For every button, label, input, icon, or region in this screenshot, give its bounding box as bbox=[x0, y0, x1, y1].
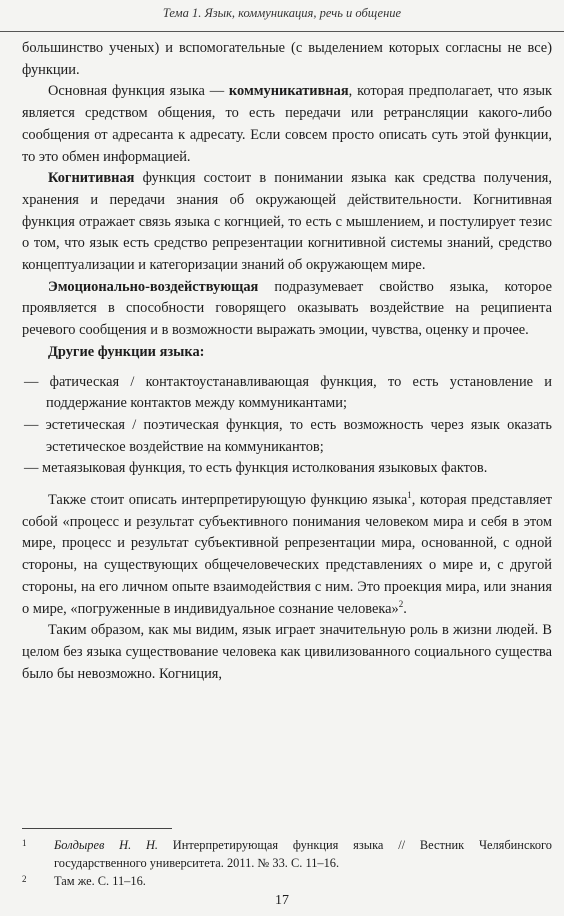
footnotes bbox=[22, 836, 552, 890]
paragraph-3 bbox=[22, 168, 552, 277]
paragraph-2-rest: , которая предполагает, что язык является средством общения, то есть передачи или ретрансляции какого-либо сообщения от адресанта к адресату. Если совсем просто описать суть этой функции, то это обмен информацией. bbox=[22, 83, 553, 165]
paragraph-6: Таким образом, как мы видим, язык играет значительную роль в жизни людей. В целом без языка существование человека как цивилизованного социального существа было бы невозможно. Когниция, bbox=[22, 622, 552, 682]
term-communicative: коммуникативная bbox=[228, 83, 349, 100]
paragraph-5-lead: Также стоит описать интерпретирующую функцию языка bbox=[48, 492, 408, 509]
footnote-1 bbox=[22, 836, 552, 872]
paragraph-4-rest: подразумевает свойство языка, которое проявляется в способности говорящего оказывать воздействие на реципиента речевого сообщения и в возможности выражать эмоции, чувства, оценку и прочее. bbox=[22, 278, 552, 339]
list-item: — эстетическая / поэтическая функция, то есть возможность через язык оказать эстетическое воздействие на коммуникантов; bbox=[24, 416, 552, 455]
main-text bbox=[22, 38, 552, 685]
footnote-author: Болдырев Н. Н. bbox=[54, 838, 158, 852]
footnote-text: Там же. С. 11–16. bbox=[54, 874, 146, 888]
term-cognitive: Когнитивная bbox=[48, 170, 135, 187]
paragraph-3-rest: функция состоит в понимании языка как средства получения, хранения и передачи знания об окружающей действительности. Когнитивная функция отражает связь языка с когнцией, то есть с мышлением, и постулирует тезис о том, что язык есть средство репрезентации когнитивной системы знаний, средство концептуализации и категоризации знаний об окружающем мире. bbox=[22, 170, 552, 274]
footnote-number: 2 bbox=[22, 874, 27, 884]
functions-list bbox=[22, 372, 552, 481]
paragraph-5 bbox=[22, 490, 552, 620]
footnote-ref-1: 1 bbox=[407, 490, 412, 501]
page-number: 17 bbox=[275, 893, 289, 908]
paragraph-2-lead: Основная функция языка — bbox=[48, 83, 229, 100]
paragraph-2 bbox=[22, 81, 552, 168]
paragraph-1: большинство ученых) и вспомогательные (с выделением которых согласны не все) функции. bbox=[22, 40, 552, 78]
footnote-rule bbox=[22, 828, 172, 829]
footnote-2 bbox=[22, 872, 552, 890]
term-emotional: Эмоционально-воздействующая bbox=[48, 278, 259, 295]
footnote-text: Интерпретирующая функция языка // Вестник Челябинского государственного университета. 2011. № 33. С. 11–16. bbox=[54, 838, 552, 870]
subheading-text: Другие функции языка: bbox=[48, 343, 205, 360]
footnote-number: 1 bbox=[22, 838, 27, 848]
header-rule bbox=[0, 31, 564, 32]
paragraph-5-quote: , которая представляет собой «процесс и результат субъективного понимания человеком мира и себя в этом мире, процесс и результат субъективной репрезентации мира, основанной, с одной стороны, на существующих общечеловеческих представлениях о мире и, с другой стороны, на его личном опыте взаимодействия с ним. Это проекция мира, или знания о мире, «погруженные в индивидуальное сознание человека» bbox=[22, 492, 552, 617]
footnote-ref-2: 2 bbox=[398, 598, 404, 609]
subheading bbox=[22, 342, 552, 364]
list-item: — фатическая / контактоустанавливающая функция, то есть установление и поддержание контактов между коммуникантами; bbox=[24, 373, 552, 412]
list-item: — метаязыковая функция, то есть функция истолкования языковых фактов. bbox=[24, 460, 488, 477]
paragraph-4 bbox=[22, 277, 552, 342]
running-header: Тема 1. Язык, коммуникация, речь и общение bbox=[162, 6, 402, 20]
paragraph-5-end: . bbox=[403, 600, 407, 617]
